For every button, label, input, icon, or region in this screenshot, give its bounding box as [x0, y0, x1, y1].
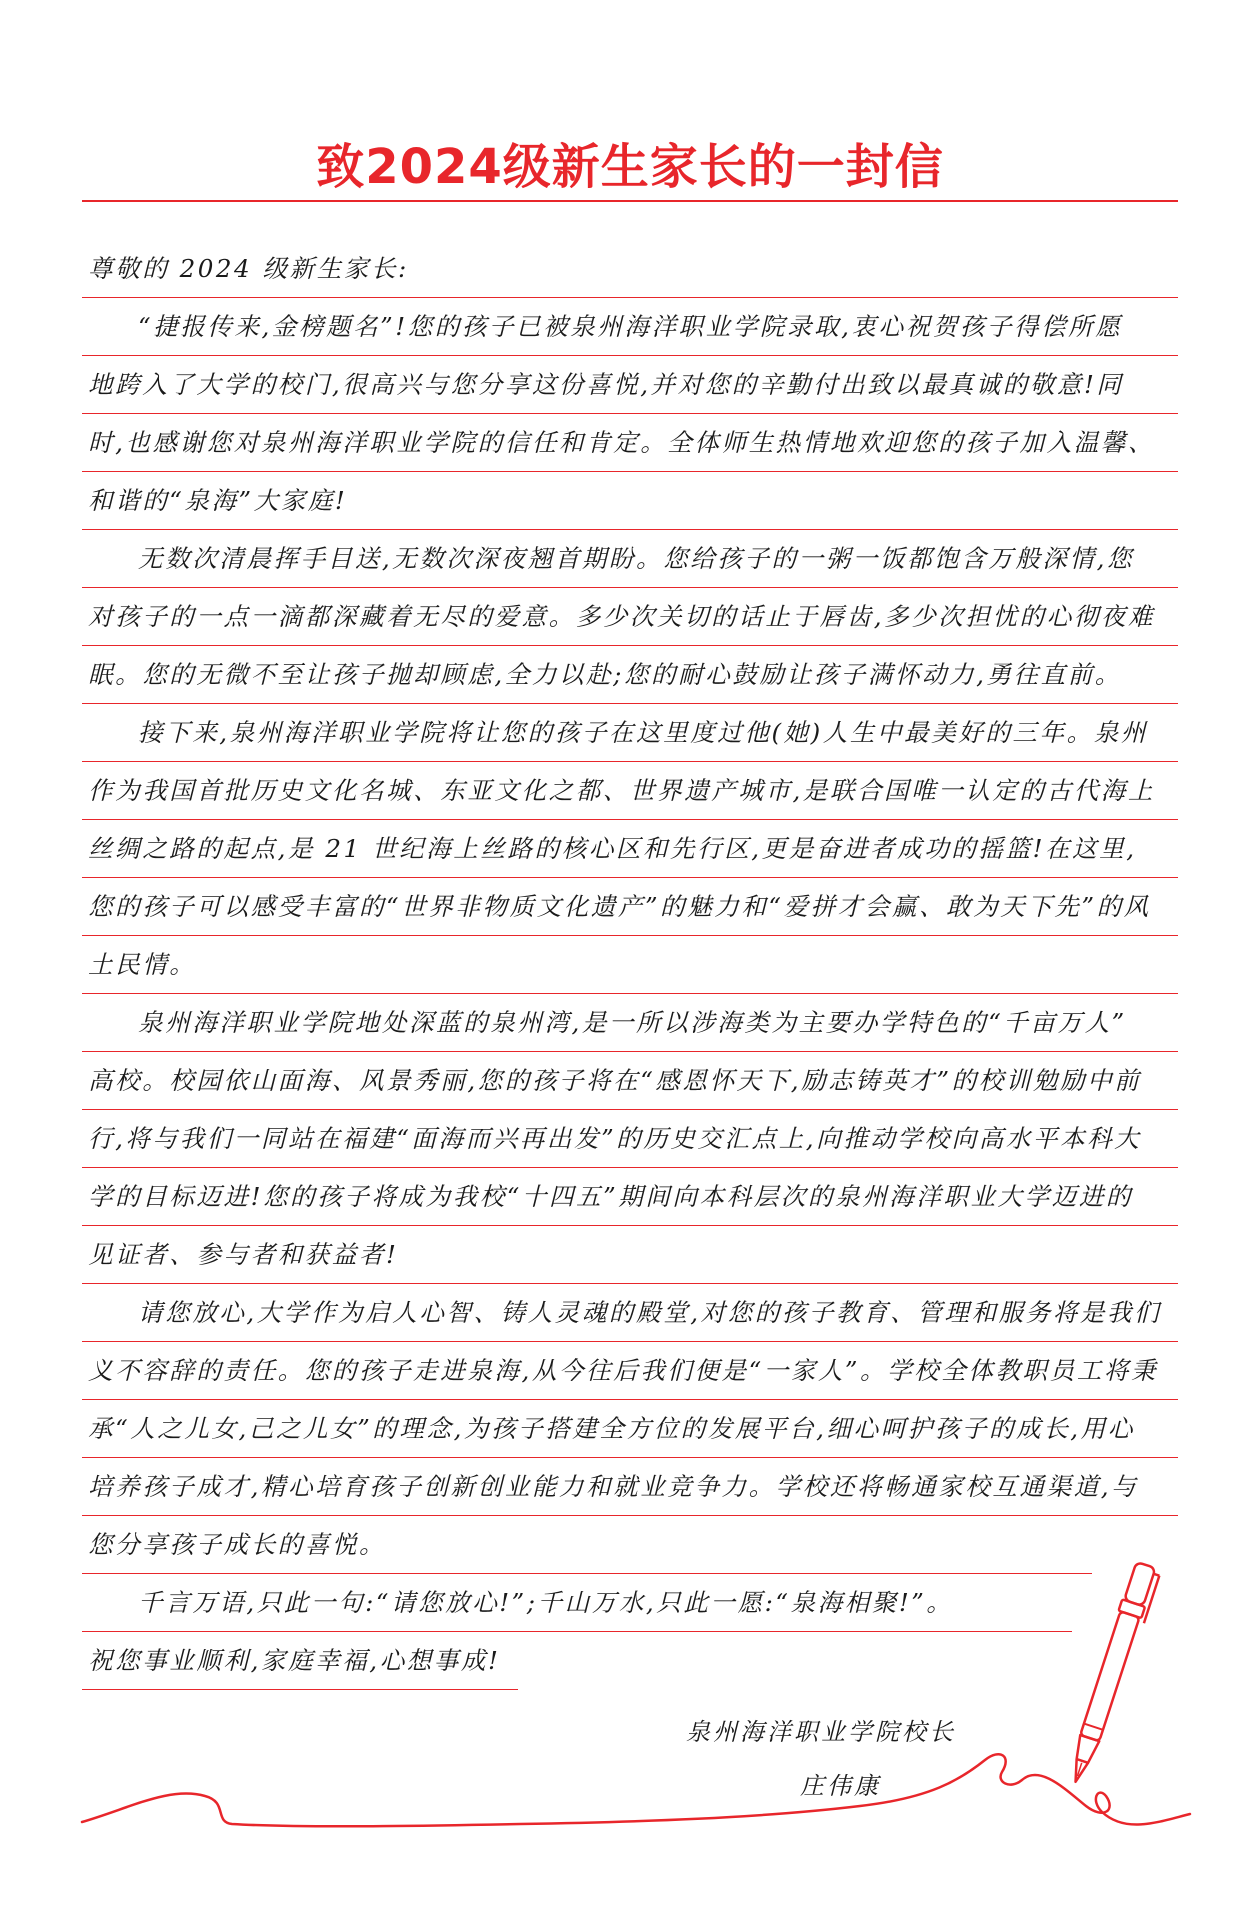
paragraph-3-line-2: 作为我国首批历史文化名城、东亚文化之都、世界遗产城市,是联合国唯一认定的古代海上: [82, 762, 1178, 820]
paragraph-3-line-3: 丝绸之路的起点,是 21 世纪海上丝路的核心区和先行区,更是奋进者成功的摇篮!在这里,: [82, 820, 1178, 878]
paragraph-5-line-1: 请您放心,大学作为启人心智、铸人灵魂的殿堂,对您的孩子教育、管理和服务将是我们: [82, 1284, 1178, 1342]
paragraph-2-line-1: 无数次清晨挥手目送,无数次深夜翘首期盼。您给孩子的一粥一饭都饱含万般深情,您: [82, 530, 1178, 588]
paragraph-1-line-3: 时,也感谢您对泉州海洋职业学院的信任和肯定。全体师生热情地欢迎您的孩子加入温馨、: [82, 414, 1178, 472]
paragraph-3-line-1: 接下来,泉州海洋职业学院将让您的孩子在这里度过他(她)人生中最美好的三年。泉州: [82, 704, 1178, 762]
paragraph-1-line-4: 和谐的“泉海”大家庭!: [82, 472, 1178, 530]
paragraph-2-line-3: 眠。您的无微不至让孩子抛却顾虑,全力以赴;您的耐心鼓励让孩子满怀动力,勇往直前。: [82, 646, 1178, 704]
paragraph-3-line-5: 土民情。: [82, 936, 1178, 994]
paragraph-5-line-5-text: 您分享孩子成长的喜悦。: [88, 1530, 387, 1559]
paragraph-4-line-4: 学的目标迈进!您的孩子将成为我校“十四五”期间向本科层次的泉州海洋职业大学迈进的: [82, 1168, 1178, 1226]
signature-name: 庄伟康: [800, 1772, 881, 1800]
signature-school: 泉州海洋职业学院校长: [686, 1718, 956, 1746]
paragraph-4-line-5: 见证者、参与者和获益者!: [82, 1226, 1178, 1284]
signature-flourish: [82, 1754, 1190, 1826]
paragraph-2-line-2: 对孩子的一点一滴都深藏着无尽的爱意。多少次关切的话止于唇齿,多少次担忧的心彻夜难: [82, 588, 1178, 646]
paragraph-6-line-1-text: 千言万语,只此一句:“请您放心!”;千山万水,只此一愿:“泉海相聚!”。: [138, 1588, 954, 1617]
paragraph-5-line-3: 承“人之儿女,己之儿女”的理念,为孩子搭建全方位的发展平台,细心呵护孩子的成长,用心: [82, 1400, 1178, 1458]
paragraph-1-line-2: 地跨入了大学的校门,很高兴与您分享这份喜悦,并对您的辛勤付出致以最真诚的敬意!同: [82, 356, 1178, 414]
paragraph-1-line-1: “捷报传来,金榜题名”!您的孩子已被泉州海洋职业学院录取,衷心祝贺孩子得偿所愿: [82, 298, 1178, 356]
fountain-pen-icon: [1064, 1561, 1161, 1786]
paragraph-4-line-3: 行,将与我们一同站在福建“面海而兴再出发”的历史交汇点上,向推动学校向高水平本科大: [82, 1110, 1178, 1168]
paragraph-5-line-4: 培养孩子成才,精心培育孩子创新创业能力和就业竞争力。学校还将畅通家校互通渠道,与: [82, 1458, 1178, 1516]
paragraph-5-line-2: 义不容辞的责任。您的孩子走进泉海,从今往后我们便是“一家人”。学校全体教职员工将秉: [82, 1342, 1178, 1400]
paragraph-4-line-2: 高校。校园依山面海、风景秀丽,您的孩子将在“感恩怀天下,励志铸英才”的校训勉励中前: [82, 1052, 1178, 1110]
paragraph-4-line-1: 泉州海洋职业学院地处深蓝的泉州湾,是一所以涉海类为主要办学特色的“千亩万人”: [82, 994, 1178, 1052]
page-title: 致2024级新生家长的一封信: [316, 139, 944, 195]
paragraph-3-line-4: 您的孩子可以感受丰富的“世界非物质文化遗产”的魅力和“爱拼才会赢、敢为天下先”的风: [82, 878, 1178, 936]
greeting: 尊敬的 2024 级新生家长:: [82, 240, 1178, 298]
closing-text: 祝您事业顺利,家庭幸福,心想事成!: [88, 1646, 501, 1675]
